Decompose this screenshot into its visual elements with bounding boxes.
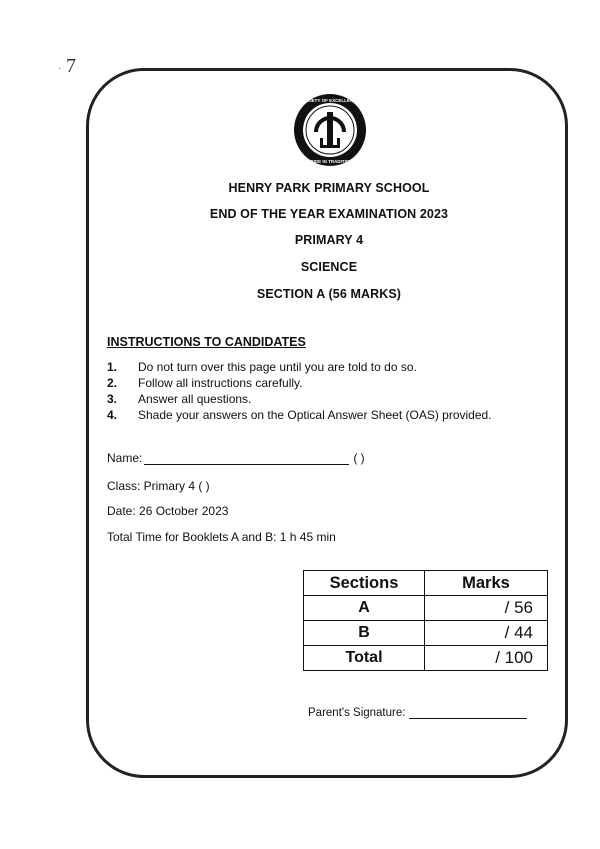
school-crest-icon [292,92,368,168]
instruction-item: 4. Shade your answers on the Optical Answer Sheet (OAS) provided. [107,408,492,422]
table-row [304,596,548,621]
name-blank[interactable] [144,451,349,465]
svg-text:PRIDE IN TRADITION: PRIDE IN TRADITION [307,159,353,164]
subject: SCIENCE [300,260,358,274]
instructions-title: INSTRUCTIONS TO CANDIDATES [107,335,306,349]
section-cell: B [304,621,425,646]
section-cell: Total [304,646,425,671]
sections-header: Sections [304,571,425,596]
signature-blank[interactable] [409,706,527,719]
level: PRIMARY 4 [294,233,364,247]
marks-table [303,570,548,671]
instructions-list [107,359,492,423]
register-number-blank: ( ) [353,451,365,465]
instruction-item: 1. Do not turn over this page until you are told to do so. [107,360,417,374]
name-label: Name: [107,451,143,465]
table-row [304,646,548,671]
marks-cell: / 44 [425,621,548,646]
table-row [304,621,548,646]
table-header-row [304,571,548,596]
section-cell: A [304,596,425,621]
page-number: 7 [66,55,76,77]
scan-mark: · [58,63,62,74]
svg-text:SOCIETY OF EXCELLENCE: SOCIETY OF EXCELLENCE [300,98,360,103]
section-title: SECTION A (56 MARKS) [256,287,402,301]
page-border-frame [86,68,568,778]
marks-cell: / 100 [425,646,548,671]
date-field: Date: 26 October 2023 [107,504,229,518]
marks-cell: / 56 [425,596,548,621]
name-field[interactable] [107,451,365,465]
total-time: Total Time for Booklets A and B: 1 h 45 min [107,530,336,544]
exam-title: END OF THE YEAR EXAMINATION 2023 [209,207,449,221]
instruction-item: 3. Answer all questions. [107,392,252,406]
parent-signature-field[interactable] [308,706,527,719]
instruction-item: 2. Follow all instructions carefully. [107,376,303,390]
class-field: Class: Primary 4 ( ) [107,479,210,493]
marks-header: Marks [425,571,548,596]
signature-label: Parent's Signature: [308,707,406,719]
school-name: HENRY PARK PRIMARY SCHOOL [228,181,430,195]
